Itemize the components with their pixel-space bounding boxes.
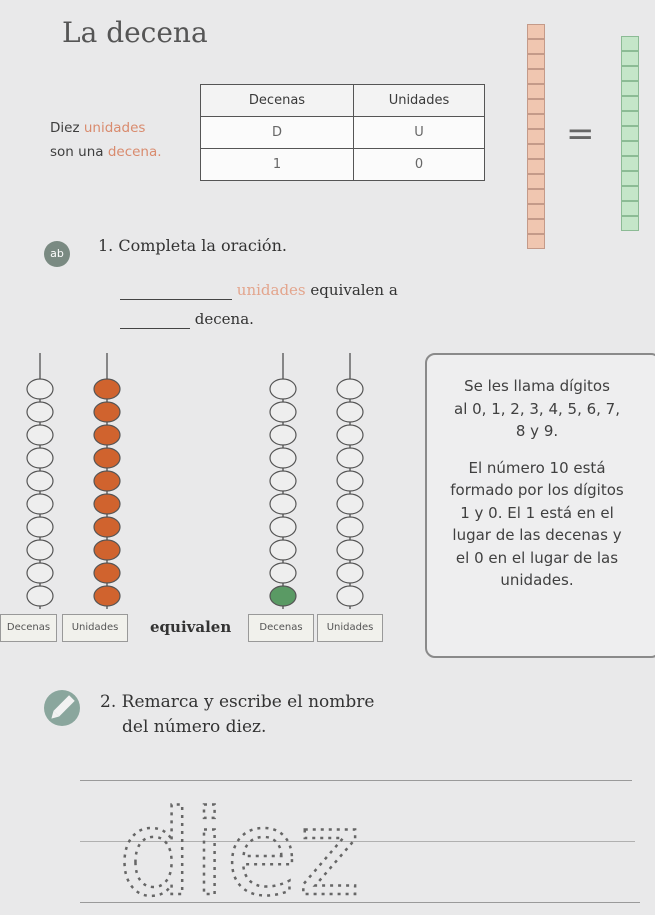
info-line: unidades.	[500, 571, 574, 589]
rod-cube	[527, 24, 545, 39]
bead-empty	[270, 448, 296, 468]
bead-orange	[94, 494, 120, 514]
bead-empty	[270, 563, 296, 583]
info-text	[427, 375, 647, 592]
bead-empty	[337, 494, 363, 514]
unit-cubes-column	[621, 36, 639, 231]
bead-orange	[94, 379, 120, 399]
abacus-right-label-decenas: Decenas	[248, 614, 314, 642]
sentence-2-word: decena.	[194, 310, 254, 328]
bead-empty	[27, 425, 53, 445]
rod-cube	[527, 204, 545, 219]
traceable-word[interactable]	[118, 778, 438, 908]
intro-word-decena: decena.	[107, 144, 162, 160]
rod-cube	[527, 234, 545, 249]
bead-empty	[270, 494, 296, 514]
abacus-left-label-unidades: Unidades	[62, 614, 128, 642]
rod-cube	[621, 201, 639, 216]
info-line: El número 10 está	[468, 458, 606, 477]
bead-orange	[94, 448, 120, 468]
exercise-2-line-1: Remarca y escribe el nombre	[121, 692, 375, 712]
pencil-icon	[44, 690, 80, 726]
bead-orange	[94, 586, 120, 606]
bead-empty	[270, 471, 296, 491]
rod-cube	[621, 96, 639, 111]
equals-sign: =	[566, 114, 595, 154]
bead-empty	[27, 586, 53, 606]
rod-cube	[527, 84, 545, 99]
bead-orange	[94, 471, 120, 491]
rod-cube	[621, 126, 639, 141]
info-line: formado por los dígitos	[450, 481, 624, 499]
info-box	[425, 353, 655, 658]
rod-cube	[527, 99, 545, 114]
cell-d: D	[201, 117, 354, 149]
rod-cube	[621, 216, 639, 231]
bead-empty	[270, 425, 296, 445]
cell-tens-value: 1	[201, 149, 354, 181]
sentence-1-rest: equivalen a	[310, 281, 398, 299]
answer-blank-1[interactable]	[120, 281, 232, 300]
sentence-1	[120, 281, 398, 300]
bead-empty	[337, 586, 363, 606]
rod-cube	[621, 156, 639, 171]
page-title: La decena	[62, 16, 208, 49]
rod-cube	[527, 129, 545, 144]
ten-block-rod	[527, 24, 545, 249]
bead-empty	[337, 448, 363, 468]
exercise-2-line-2: del número diez.	[122, 717, 267, 737]
intro-word-unidades: unidades	[83, 120, 146, 136]
info-line: Se les llama dígitos	[464, 377, 610, 395]
rod-cube	[527, 189, 545, 204]
info-line: lugar de las decenas y	[452, 526, 622, 544]
rod-cube	[527, 69, 545, 84]
rod-cube	[527, 219, 545, 234]
bead-empty	[27, 402, 53, 422]
exercise-1-text: Completa la oración.	[118, 236, 287, 255]
header-decenas: Decenas	[201, 85, 354, 117]
place-value-table	[200, 84, 485, 181]
bead-empty	[337, 563, 363, 583]
rod-cube	[621, 66, 639, 81]
bead-empty	[27, 448, 53, 468]
bead-empty	[337, 425, 363, 445]
bead-empty	[270, 517, 296, 537]
bead-empty	[337, 517, 363, 537]
bead-empty	[270, 540, 296, 560]
bead-empty	[27, 379, 53, 399]
rod-cube	[527, 114, 545, 129]
bead-empty	[337, 379, 363, 399]
exercise-1-icon: ab	[44, 241, 70, 267]
bead-orange	[94, 425, 120, 445]
bead-orange	[94, 563, 120, 583]
bead-empty	[27, 494, 53, 514]
sentence-1-word: unidades	[236, 281, 306, 299]
header-unidades: Unidades	[354, 85, 485, 117]
bead-empty	[27, 563, 53, 583]
rod-cube	[621, 81, 639, 96]
abacus-illustration	[0, 345, 420, 645]
info-line: 8 y 9.	[515, 422, 559, 440]
cell-units-value: 0	[354, 149, 485, 181]
bead-empty	[270, 402, 296, 422]
dotted-word: diez	[118, 784, 361, 908]
info-line: el 0 en el lugar de las	[455, 548, 619, 567]
exercise-1-number: 1.	[98, 236, 114, 255]
rod-cube	[621, 186, 639, 201]
info-line: al 0, 1, 2, 3, 4, 5, 6, 7,	[454, 399, 620, 418]
bead-orange	[94, 540, 120, 560]
rod-cube	[621, 36, 639, 51]
rod-cube	[621, 51, 639, 66]
intro-text	[50, 116, 162, 164]
intro-word-diez: Diez	[50, 120, 80, 136]
exercise-1-prompt	[98, 236, 287, 255]
bead-empty	[27, 540, 53, 560]
exercise-2-prompt	[100, 690, 374, 740]
rod-cube	[621, 111, 639, 126]
rod-cube	[527, 144, 545, 159]
rod-cube	[527, 159, 545, 174]
rod-cube	[527, 39, 545, 54]
abacus-left-label-decenas: Decenas	[0, 614, 57, 642]
info-line	[427, 443, 647, 457]
equivalen-word: equivalen	[150, 618, 232, 636]
abacus-right-label-unidades: Unidades	[317, 614, 383, 642]
sentence-2	[120, 310, 254, 329]
rod-cube	[621, 141, 639, 156]
bead-empty	[27, 471, 53, 491]
intro-word-son-una: son una	[50, 144, 104, 160]
bead-green	[270, 586, 296, 606]
rod-cube	[621, 171, 639, 186]
info-line: 1 y 0. El 1 está en el	[460, 503, 614, 522]
bead-orange	[94, 517, 120, 537]
answer-blank-2[interactable]	[120, 310, 190, 329]
bead-empty	[337, 402, 363, 422]
cell-u: U	[354, 117, 485, 149]
bead-empty	[27, 517, 53, 537]
bead-empty	[270, 379, 296, 399]
bead-empty	[337, 540, 363, 560]
bead-empty	[337, 471, 363, 491]
bead-orange	[94, 402, 120, 422]
exercise-2-number: 2.	[100, 692, 117, 712]
rod-cube	[527, 174, 545, 189]
rod-cube	[527, 54, 545, 69]
